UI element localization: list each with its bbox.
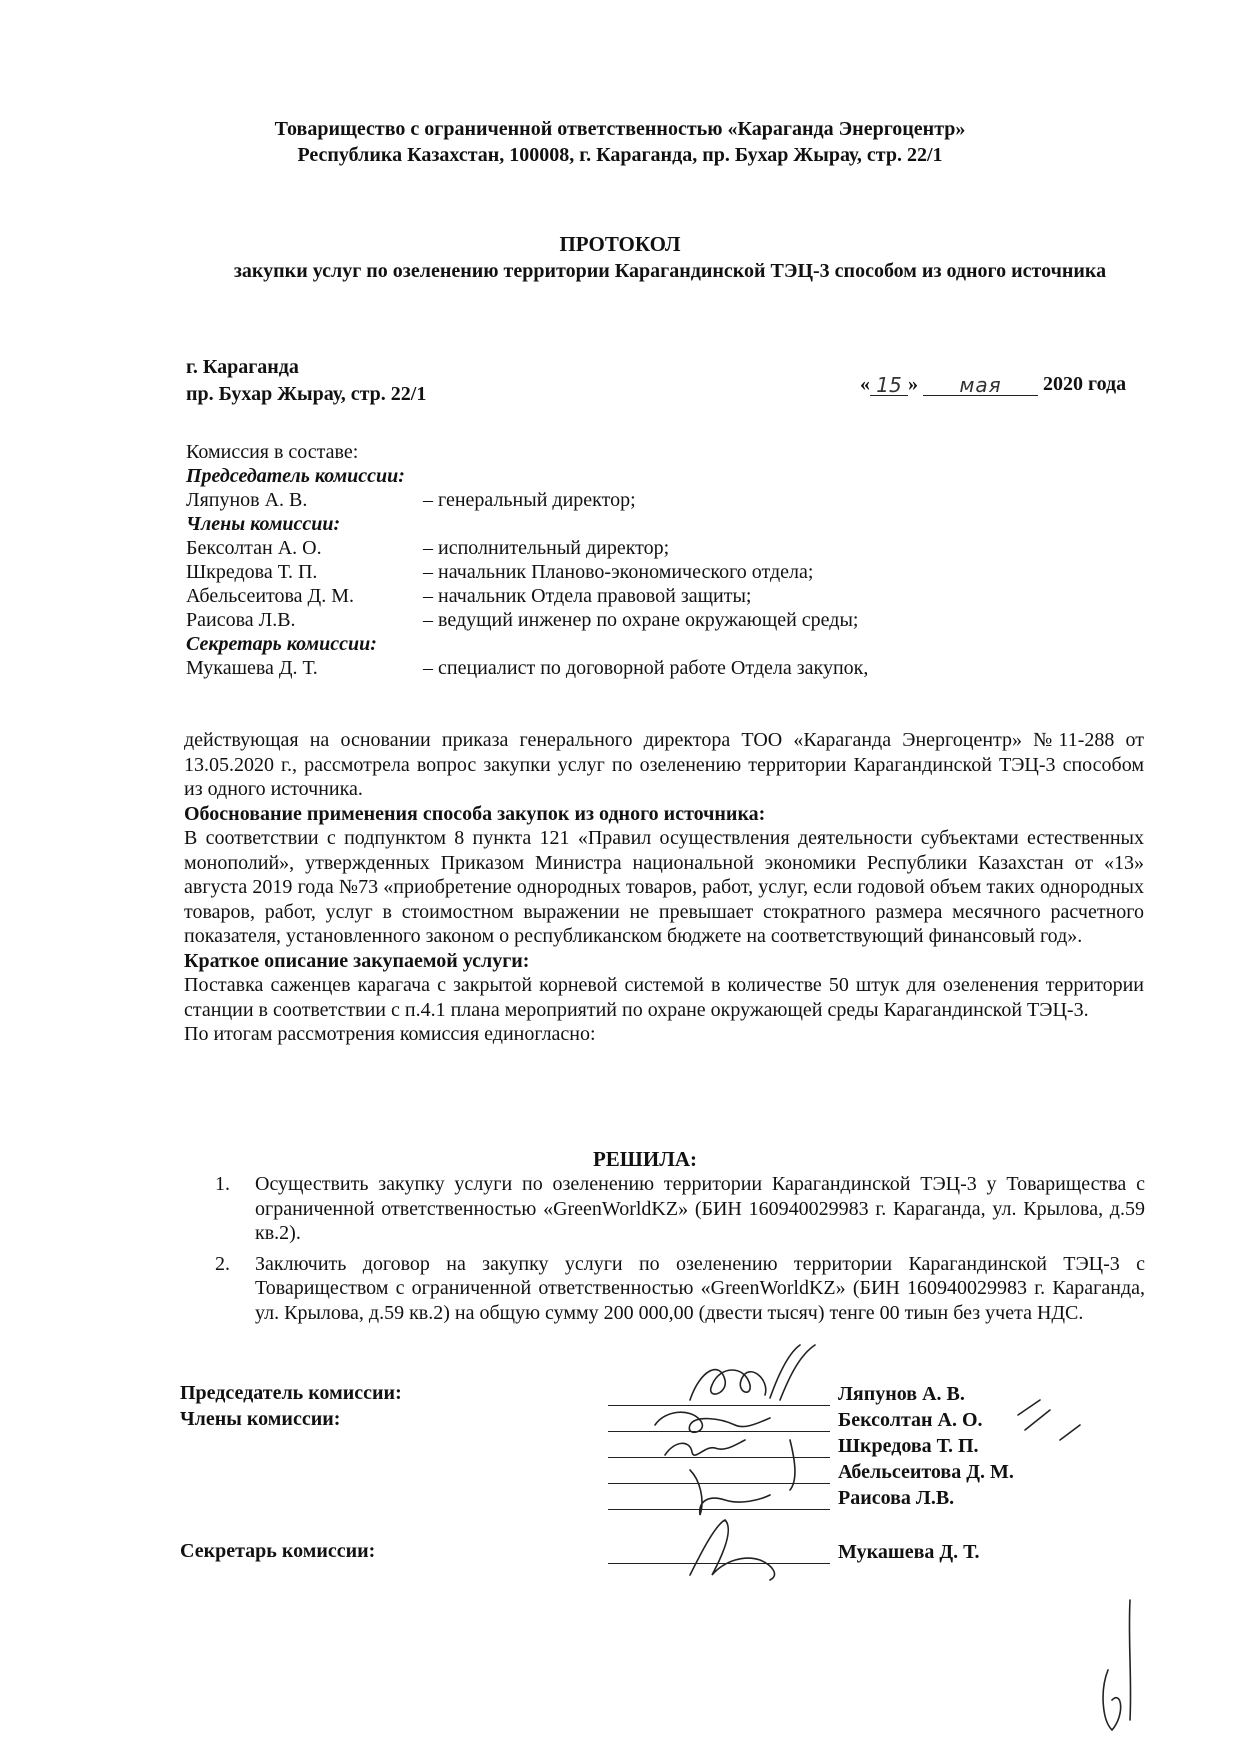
org-address: Республика Казахстан, 100008, г. Караганда, пр. Бухар Жырау, стр. 22/1 — [297, 144, 943, 166]
members-heading: Члены комиссии: — [186, 513, 341, 535]
member-name: Абельсеитова Д. М. — [186, 585, 354, 607]
description-heading: Краткое описание закупаемой услуги: — [184, 949, 530, 972]
date-day: 15 — [870, 373, 908, 396]
sig-secretary-name: Мукашева Д. Т. — [838, 1541, 980, 1563]
result-line: По итогам рассмотрения комиссия единогласно: — [184, 1023, 596, 1045]
member-name: Шкредова Т. П. — [186, 561, 318, 583]
doc-title: ПРОТОКОЛ — [559, 232, 681, 256]
sig-name: Шкредова Т. П. — [838, 1435, 979, 1457]
member-position: – генеральный директор; — [423, 489, 636, 511]
date-month: мая — [923, 373, 1038, 396]
commission-intro: Комиссия в составе: — [186, 441, 359, 463]
signature-member-1 — [655, 1412, 770, 1432]
member-name: Бексолтан А. О. — [186, 537, 322, 559]
sig-name: Абельсеитова Д. М. — [838, 1461, 1014, 1483]
signature-member-4 — [690, 1470, 770, 1515]
member-position: – ведущий инженер по охране окружающей среды; — [423, 609, 859, 631]
signature-secretary — [690, 1520, 775, 1580]
decision-text: Заключить договор на закупку услуги по озеленению территории Карагандинской ТЭЦ-3 с Товариществом с ограниченной ответственностью «GreenWorldKZ» (БИН 160940029983 г. Караганда, ул. Крылова, д.59 кв.2) на общую сумму 200 000,00 (двести тысяч) тенге 00 тиын без учета НДС. — [255, 1252, 1145, 1324]
signature-member-2 — [665, 1440, 795, 1490]
member-name: Мукашева Д. Т. — [186, 657, 318, 679]
signature-chairman — [690, 1345, 815, 1400]
sig-members-label: Члены комиссии: — [180, 1408, 341, 1430]
member-position: – специалист по договорной работе Отдела закупок, — [423, 657, 869, 679]
sig-name: Ляпунов А. В. — [838, 1383, 965, 1405]
member-position: – начальник Отдела правовой защиты; — [423, 585, 752, 607]
place-city: г. Караганда — [186, 356, 299, 378]
member-name: Ляпунов А. В. — [186, 489, 308, 511]
date-close-quote: » — [908, 373, 918, 395]
decision-number: 1. — [215, 1173, 230, 1195]
doc-subtitle: закупки услуг по озеленению территории Карагандинской ТЭЦ-3 способом из одного источника — [233, 260, 1107, 282]
org-name: Товарищество с ограниченной ответственностью «Караганда Энергоцентр» — [274, 118, 966, 140]
date-open-quote: « — [860, 373, 870, 395]
basis-paragraph: действующая на основании приказа генерального директора ТОО «Караганда Энергоцентр» №11-288 от 13.05.2020 г., рассмотрела вопрос закупки услуг по озеленению территории Карагандинской ТЭЦ-3 способом из одного источника. — [184, 729, 1144, 800]
margin-mark — [1103, 1600, 1131, 1730]
chairman-heading: Председатель комиссии: — [186, 465, 405, 487]
sig-name: Раисова Л.В. — [838, 1487, 955, 1509]
sig-chairman-label: Председатель комиссии: — [180, 1382, 402, 1404]
decision-number: 2. — [215, 1252, 230, 1275]
description-text: Поставка саженцев карагача с закрытой корневой системой в количестве 50 штук для озеленения территории станции в соответствии с п.4.1 плана мероприятий по охране окружающей среды Карагандинской ТЭЦ-3. — [184, 974, 1144, 1021]
justification-heading: Обоснование применения способа закупок из одного источника: — [184, 802, 766, 825]
member-position: – начальник Планово-экономического отдела; — [423, 561, 814, 583]
sig-secretary-label: Секретарь комиссии: — [180, 1540, 376, 1562]
date-year: 2020 года — [1043, 373, 1127, 395]
decision-heading-text: РЕШИЛА: — [592, 1147, 698, 1171]
decision-text: Осуществить закупку услуги по озеленению территории Карагандинской ТЭЦ-3 у Товарищества с ограниченной ответственностью «GreenWorldKZ» (БИН 160940029983 г. Караганда, ул. Крылова, д.59 кв.2). — [255, 1173, 1145, 1244]
secretary-heading: Секретарь комиссии: — [186, 633, 377, 655]
place-street: пр. Бухар Жырау, стр. 22/1 — [186, 383, 427, 405]
sig-name: Бексолтан А. О. — [838, 1409, 983, 1431]
member-name: Раисова Л.В. — [186, 609, 296, 631]
justification-text: В соответствии с подпунктом 8 пункта 121 «Правил осуществления деятельности субъектами естественных монополий», утвержденных Приказом Министра национальной экономики Республики Казахстан от «13» августа 2019 года №73 «приобретение однородных товаров, работ, услуг, если годовой объем таких однородных товаров, работ, услуг в стоимостном выражении не превышает стократного размера месячного расчетного показателя, установленного законом о республиканском бюджете на соответствующий финансовый год». — [184, 827, 1144, 947]
member-position: – исполнительный директор; — [423, 537, 670, 559]
corner-marks — [1018, 1400, 1080, 1440]
